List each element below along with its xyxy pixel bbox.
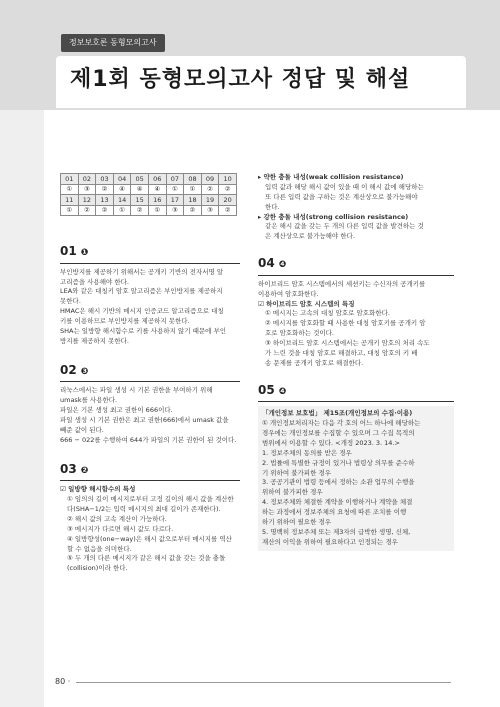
q03-list	[60, 495, 240, 574]
q04-item: 호로 암호화하는 것이다.	[265, 329, 334, 338]
q04-item: ③ 하이브리드 암호 시스템에서는 공개키 암호의 처리 속도	[265, 339, 430, 348]
answer-table-cell: 05	[131, 174, 149, 185]
q03-item: (collision)이라 한다.	[67, 564, 128, 573]
answer-table-cell: ①	[148, 205, 166, 216]
q02-line: 리눅스에서는 파일 생성 시 기본 권한을 부여하기 위해	[60, 386, 213, 395]
answer-table-cell: ②	[131, 205, 149, 216]
answer-table-cell: ②	[184, 205, 202, 216]
q02-line: 빼준 값이 된다.	[60, 425, 104, 434]
answer-table-cell: ③	[201, 205, 219, 216]
answer-table-cell: 20	[219, 195, 237, 206]
law-line: 기 위하여 불가피한 경우	[262, 468, 331, 477]
q04-intro	[258, 280, 454, 300]
q04-item: ① 메시지는 고속의 대칭 암호로 암호화한다.	[265, 309, 390, 318]
law-line: 위하여 불가피한 경우	[262, 488, 323, 497]
q05-answer-mark: ❹	[278, 386, 287, 397]
q01-line: LEA와 같은 대칭키 암호 알고리즘은 부인방지를 제공하지	[60, 287, 223, 296]
law-title: 「개인정보 보호법」 제15조(개인정보의 수집·이용)	[262, 409, 413, 418]
q04-intro-line: 하이브리드 암호 시스템에서의 세션키는 수신자의 공개키를	[258, 279, 426, 288]
q01-line: HMAC은 해시 기반의 메시지 인증코드 알고리즘으로 대칭	[60, 307, 224, 316]
q01-line: 키를 이용하므로 부인방지를 제공하지 못한다.	[60, 317, 190, 326]
q03-item: ③ 메시지가 다르면 해시 값도 다르다.	[67, 524, 174, 533]
answer-table-cell: ①	[166, 184, 184, 195]
q02-number: 02	[60, 362, 77, 377]
answer-table-cell: 18	[184, 195, 202, 206]
answer-table-cell: ②	[219, 184, 237, 195]
answer-table-cell: ②	[96, 205, 114, 216]
q03-number: 03	[60, 461, 77, 476]
answer-table-cell: ②	[78, 205, 96, 216]
answer-table-cell: 13	[96, 195, 114, 206]
q04-item: ② 메시지를 암호화할 때 사용한 대칭 암호키를 공개키 암	[265, 319, 426, 328]
answer-table-cell: ②	[219, 205, 237, 216]
law-line: 3. 공공기관이 법령 등에서 정하는 소관 업무의 수행을	[262, 478, 415, 487]
answer-table-cell: 03	[96, 174, 114, 185]
answer-table-cell: 11	[61, 195, 79, 206]
page-number: 80 ·	[55, 677, 71, 686]
divider	[60, 480, 240, 481]
law-text	[262, 419, 450, 547]
answer-table-number-row	[61, 195, 237, 206]
strong-collision-line: 같은 해시 값을 갖는 두 개의 다른 입력 값을 발견하는 것	[265, 222, 424, 231]
answer-table-cell: 01	[61, 174, 79, 185]
answer-table-cell: 09	[201, 174, 219, 185]
q04-list	[258, 309, 454, 368]
divider	[258, 275, 454, 276]
answer-table-cell: 12	[78, 195, 96, 206]
right-column	[258, 173, 454, 551]
law-line: ① 개인정보처리자는 다음 각 호의 어느 하나에 해당하는	[262, 419, 421, 428]
answer-table-cell: ④	[113, 184, 131, 195]
answer-table-cell: 10	[219, 174, 237, 185]
answer-table-cell: 15	[131, 195, 149, 206]
answer-table-cell: ③	[166, 205, 184, 216]
q01-line: 방지를 제공하지 못한다.	[60, 336, 129, 345]
q03-item: 다(SHA−1/2는 입력 메시지의 최대 길이가 존재한다).	[67, 505, 221, 514]
weak-collision-line: 한다.	[265, 202, 280, 211]
answer-table-cell: 08	[184, 174, 202, 185]
law-line: 재산의 이익을 위하여 필요하다고 인정되는 경우	[262, 537, 398, 546]
answer-table-cell: 02	[78, 174, 96, 185]
q01-number: 01	[60, 244, 77, 258]
answer-table-cell: ②	[96, 184, 114, 195]
weak-collision-title: ▸ 약한 충돌 내성(weak collision resistance)	[258, 173, 404, 181]
law-line: 하기 위하여 필요한 경우	[262, 517, 331, 526]
answer-table-cell: ④	[148, 184, 166, 195]
q01-heading	[60, 242, 240, 261]
q02-line: 666 − 022를 수행하여 644가 파일의 기본 권한이 된 것이다.	[60, 435, 237, 444]
q03-item: ⑤ 두 개의 다른 메시지가 같은 해시 값을 갖는 것을 충돌	[67, 554, 226, 563]
answer-table-answer-row	[61, 205, 237, 216]
weak-collision-text	[258, 183, 454, 213]
answer-table-cell: ②	[201, 184, 219, 195]
law-line: 4. 정보주체와 체결한 계약을 이행하거나 계약을 체결	[262, 498, 413, 507]
q03-item: ④ 일방향성(one−way)은 해시 값으로부터 메시지를 역산	[67, 534, 232, 543]
law-line: 범위에서 이용할 수 있다. <개정 2023. 3. 14.>	[262, 438, 400, 447]
q04-heading	[258, 254, 454, 273]
answer-table-cell: 19	[201, 195, 219, 206]
q02-line: umask를 사용한다.	[60, 396, 118, 405]
q01-explanation	[60, 268, 240, 347]
q05-number: 05	[258, 382, 275, 397]
answer-table-cell: ①	[61, 184, 79, 195]
q01-line: 못한다.	[60, 297, 81, 306]
q03-answer-mark: ❷	[80, 465, 89, 476]
law-line: 경우에는 개인정보를 수집할 수 있으며 그 수집 목적의	[262, 429, 415, 438]
q05-heading	[258, 381, 454, 400]
answer-table-cell: 16	[148, 195, 166, 206]
q01-line: SHA는 일방향 해시함수로 키를 사용하지 않기 때문에 부인	[60, 326, 227, 335]
q04-item: 가 느린 것을 대칭 암호로 해결하고, 대칭 암호의 키 배	[265, 348, 418, 357]
law-line: 5. 명백히 정보주체 또는 제3자의 급박한 생명, 신체,	[262, 527, 411, 536]
q02-explanation	[60, 386, 240, 445]
q01-answer-mark: ❶	[80, 248, 89, 258]
strong-collision-line: 은 계산상으로 불가능해야 한다.	[265, 232, 355, 241]
strong-collision-title: ▸ 강한 충돌 내성(strong collision resistance)	[258, 212, 409, 221]
answer-table-cell: ③	[78, 184, 96, 195]
answer-table-cell: ①	[61, 205, 79, 216]
left-column	[60, 238, 240, 574]
left-margin-band	[0, 110, 44, 707]
q03-heading	[60, 460, 240, 479]
weak-collision-line: 또 다른 입력 값을 구하는 것은 계산상으로 불가능해야	[265, 192, 418, 201]
law-line: 2. 법률에 특별한 규정이 있거나 법령상 의무를 준수하	[262, 458, 415, 467]
answer-table-cell: 17	[166, 195, 184, 206]
q03-item: 할 수 없음을 의미한다.	[67, 544, 132, 553]
q04-number: 04	[258, 256, 275, 271]
q02-line: 파일 생성 시 기본 권한은 최고 권한(666)에서 umask 값을	[60, 415, 229, 424]
divider	[60, 263, 240, 264]
answer-table-cell: 04	[113, 174, 131, 185]
law-line: 하는 과정에서 정보주체의 요청에 따른 조치를 이행	[262, 508, 407, 517]
divider	[60, 381, 240, 382]
q02-line: 파일은 기본 생성 최고 권한이 666이다.	[60, 406, 173, 415]
q03-item: ② 해시 값의 고속 계산이 가능하다.	[67, 514, 167, 523]
q04-answer-mark: ❹	[278, 260, 287, 271]
answer-table-cell: 14	[113, 195, 131, 206]
answer-table-cell: 07	[166, 174, 184, 185]
q03-box-title: ☑ 일방향 해시함수의 특성	[60, 485, 136, 494]
answer-table-cell: ④	[131, 184, 149, 195]
q04-intro-line: 이용하여 암호화한다.	[258, 289, 319, 298]
answer-table-number-row	[61, 174, 237, 185]
answer-table-cell: ①	[113, 205, 131, 216]
q01-line: 고리즘을 사용해야 한다.	[60, 277, 129, 286]
law-line: 1. 정보주체의 동의를 받은 경우	[262, 448, 352, 457]
q04-box-title: ☑ 하이브리드 암호 시스템의 특징	[258, 299, 355, 308]
footer-rule	[76, 682, 451, 683]
law-excerpt-box	[258, 406, 454, 550]
divider	[258, 401, 454, 402]
answer-table	[60, 173, 237, 216]
strong-collision-text	[258, 222, 454, 242]
answer-table-cell: 06	[148, 174, 166, 185]
q03-item: ① 임의의 길이 메시지로부터 고정 길이의 해시 값을 계산한	[67, 495, 234, 504]
answer-table-cell: ①	[184, 184, 202, 195]
answer-table-answer-row	[61, 184, 237, 195]
page-title: 제1회 동형모의고사 정답 및 해설	[70, 67, 411, 92]
q04-item: 송 문제를 공개키 암호로 해결한다.	[265, 358, 364, 367]
series-tag: 정보보호론 동형모의고사	[61, 34, 165, 52]
q02-heading	[60, 361, 240, 380]
q02-answer-mark: ❸	[80, 366, 89, 377]
weak-collision-line: 입력 값과 해당 해시 값이 있을 때 이 해시 값에 해당하는	[265, 182, 424, 191]
q01-line: 부인방지를 제공하기 위해서는 공개키 기반의 전자서명 알	[60, 267, 224, 276]
